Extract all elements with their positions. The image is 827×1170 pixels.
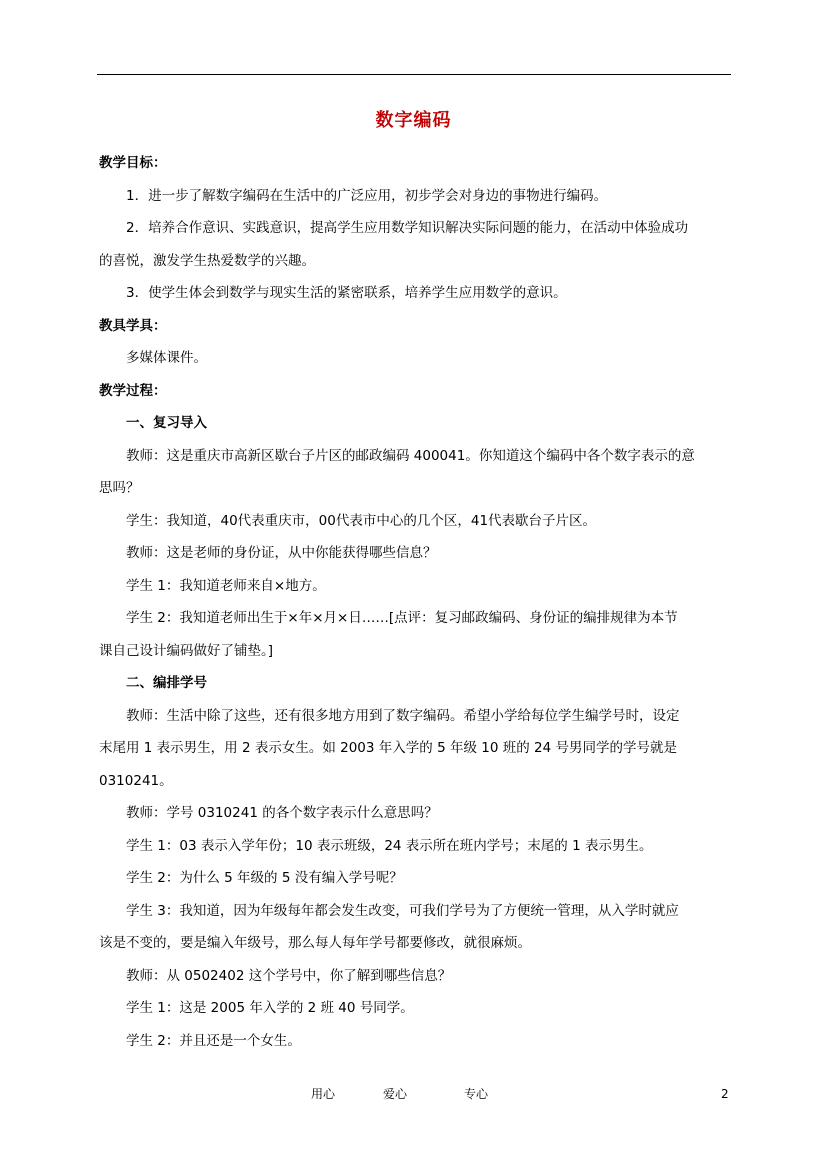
paragraph-line: 教师：这是重庆市高新区歇台子片区的邮政编码 400041。你知道这个编码中各个数字表示的意	[126, 447, 695, 464]
paragraph-line: 该是不变的，要是编入年级号，那么每人每年学号都要修改，就很麻烦。	[99, 935, 531, 951]
section-heading: 教具学具：	[99, 317, 167, 334]
paragraph-line: 1．进一步了解数字编码在生活中的广泛应用，初步学会对身边的事物进行编码。	[126, 187, 608, 204]
section-heading: 教学目标：	[99, 155, 167, 171]
paragraph-line: 思吗？	[99, 480, 140, 496]
paragraph-line: 学生 1：03 表示入学年份；10 表示班级，24 表示所在班内学号；末尾的 1 表示男生。	[126, 837, 653, 854]
footer-motto-2: 爱心	[383, 1087, 408, 1101]
paragraph-line: 教师：生活中除了这些，还有很多地方用到了数字编码。希望小学给每位学生编学号时，设定	[126, 707, 680, 724]
paragraph-line: 学生 1：我知道老师来自×地方。	[126, 577, 326, 594]
paragraph-line: 学生：我知道，40代表重庆市，00代表市中心的几个区，41代表歇台子片区。	[126, 512, 597, 529]
page-number: 2	[721, 1087, 729, 1101]
section-heading: 二、编排学号	[126, 675, 207, 691]
document-title: 数字编码	[375, 110, 452, 131]
paragraph-line: 课自己设计编码做好了铺垫。]	[99, 642, 274, 659]
paragraph-line: 的喜悦，激发学生热爱数学的兴趣。	[99, 252, 315, 269]
paragraph-line: 学生 2：为什么 5 年级的 5 没有编入学号呢？	[126, 870, 403, 886]
paragraph-line: 0310241。	[99, 772, 173, 789]
document-body	[99, 147, 731, 1057]
header-rule	[97, 74, 731, 75]
page-footer	[0, 1083, 827, 1105]
footer-motto-1: 用心	[311, 1087, 336, 1101]
paragraph-line: 学生 3：我知道，因为年级每年都会发生改变，可我们学号为了方便统一管理，从入学时就应	[126, 902, 679, 919]
paragraph-line: 3．使学生体会到数学与现实生活的紧密联系，培养学生应用数学的意识。	[126, 285, 567, 301]
section-heading: 教学过程：	[99, 382, 167, 399]
paragraph-line: 末尾用 1 表示男生，用 2 表示女生。如 2003 年入学的 5 年级 10 班的 24 号男同学的学号就是	[99, 740, 677, 756]
paragraph-line: 教师：从 0502402 这个学号中，你了解到哪些信息？	[126, 967, 452, 984]
paragraph-line: 学生 1：这是 2005 年入学的 2 班 40 号同学。	[126, 1000, 414, 1016]
paragraph-line: 学生 2：我知道老师出生于×年×月×日……[点评：复习邮政编码、身份证的编排规律为本节	[126, 610, 678, 626]
paragraph-line: 教师：学号 0310241 的各个数字表示什么意思吗？	[126, 805, 438, 821]
paragraph-line: 2．培养合作意识、实践意识，提高学生应用数学知识解决实际问题的能力，在活动中体验成功	[126, 220, 689, 236]
section-heading: 一、复习导入	[126, 415, 207, 431]
paragraph-line: 多媒体课件。	[126, 350, 207, 366]
paragraph-line: 学生 2：并且还是一个女生。	[126, 1032, 301, 1049]
paragraph-line: 教师：这是老师的身份证，从中你能获得哪些信息？	[126, 545, 437, 561]
footer-motto-3: 专心	[464, 1087, 489, 1101]
